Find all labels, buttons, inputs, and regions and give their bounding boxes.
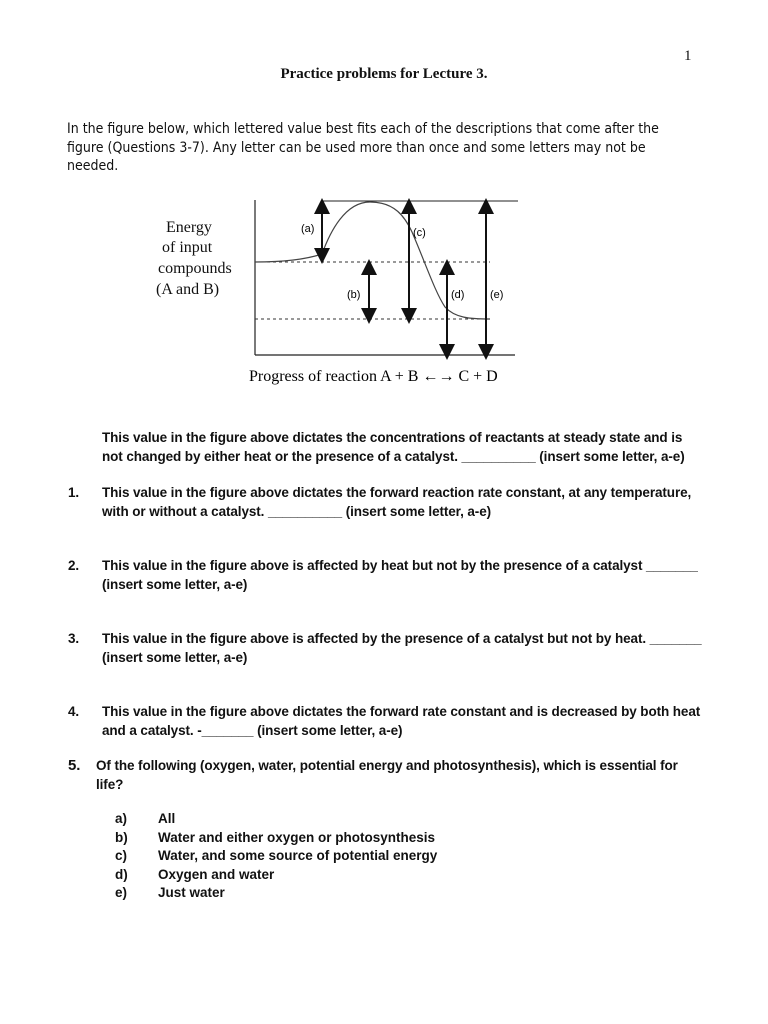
label-e: (e): [490, 289, 504, 301]
page-number: 1: [684, 48, 692, 64]
choice-text: Water and either oxygen or photosynthesis: [158, 829, 436, 845]
question-number: 5.: [68, 757, 81, 774]
page-title: Practice problems for Lecture 3.: [280, 66, 488, 82]
energy-label-line1: Energy: [166, 219, 212, 236]
choice-letter: b): [115, 829, 128, 845]
energy-diagram: [150, 192, 530, 388]
reaction-curve: [255, 202, 490, 319]
question-text: This value in the figure above is affected by the presence of a catalyst but not by heat. _______ (insert some letter, a-e): [102, 631, 702, 665]
intro-paragraph: In the figure below, which lettered value best fits each of the descriptions that come after the figure (Questions 3-7). Any letter can be used more than once and some letters may not be needed.: [67, 121, 659, 174]
choice-text: Just water: [158, 885, 225, 900]
question-number: 1.: [68, 485, 80, 500]
energy-label-line2: of input: [162, 239, 213, 256]
question-text: This value in the figure above dictates the concentrations of reactants at steady state and is not changed by either heat or the presence of a catalyst. __________ (insert some letter, a-e): [102, 430, 685, 464]
x-axis-label: Progress of reaction A + B ←→ C + D: [249, 368, 498, 385]
choice-text: Oxygen and water: [158, 866, 275, 882]
choice-text: All: [158, 811, 176, 826]
choice-letter: a): [115, 811, 128, 826]
question-text: This value in the figure above is affected by heat but not by the presence of a catalyst _______ (insert some letter, a-e): [102, 558, 698, 592]
question-number: 4.: [68, 704, 80, 719]
choice-text: Water, and some source of potential energy: [158, 848, 438, 863]
label-c: (c): [413, 227, 426, 239]
energy-label-line4: (A and B): [156, 281, 220, 298]
question-number: 3.: [68, 631, 80, 646]
label-d: (d): [451, 289, 465, 301]
energy-diagram-svg: [150, 192, 530, 388]
choice-letter: e): [115, 885, 128, 900]
choice-letter: d): [115, 866, 128, 882]
label-b: (b): [347, 289, 361, 301]
question-text: Of the following (oxygen, water, potential energy and photosynthesis), which is essential for life?: [96, 758, 678, 792]
question-text: This value in the figure above dictates the forward reaction rate constant, at any temperature, with or without a catalyst. __________ (insert some letter, a-e): [102, 485, 692, 519]
question-text: This value in the figure above dictates the forward rate constant and is decreased by both heat and a catalyst. -_______ (insert some letter, a-e): [102, 704, 701, 738]
question-number: 2.: [68, 558, 80, 573]
choice-letter: c): [115, 848, 128, 863]
energy-label-line3: compounds: [158, 260, 232, 277]
label-a: (a): [301, 223, 315, 235]
